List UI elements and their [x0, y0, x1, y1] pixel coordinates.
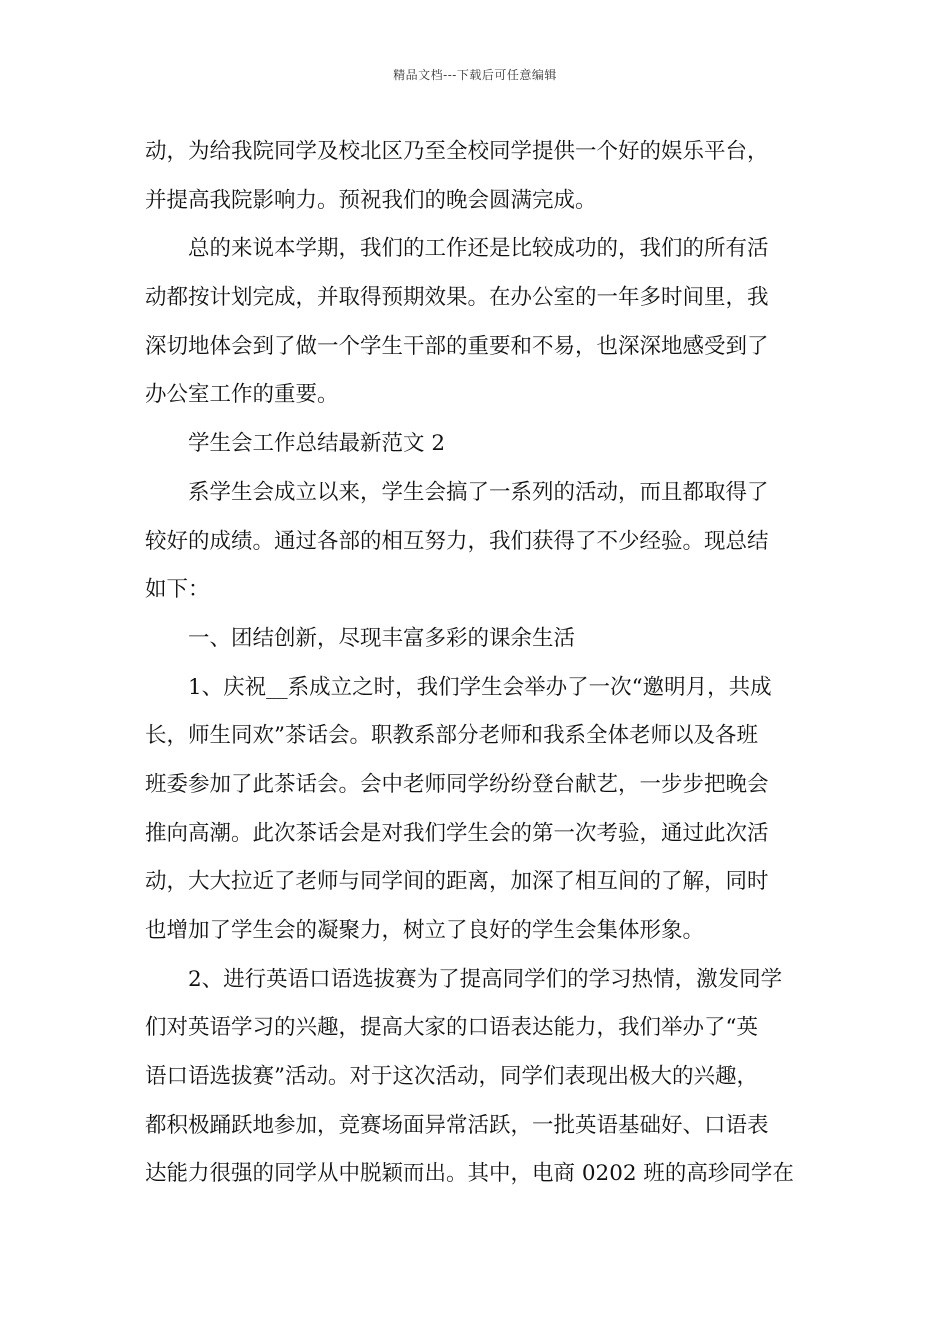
text-line: 们对英语学习的兴趣，提高大家的口语表达能力，我们举办了“英: [145, 1015, 758, 1041]
text-line: 系学生会成立以来，学生会搞了一系列的活动，而且都取得了: [188, 479, 769, 505]
text-line: 长，师生同欢”茶话会。职教系部分老师和我系全体老师以及各班: [145, 723, 758, 749]
document-body: [145, 128, 807, 1199]
text-line: 并提高我院影响力。预祝我们的晚会圆满完成。: [145, 187, 597, 213]
section-heading: 一、团结创新，尽现丰富多彩的课余生活: [188, 625, 576, 651]
text-line: 动，大大拉近了老师与同学间的距离，加深了相互间的了解，同时: [145, 869, 769, 895]
text-line: 都积极踊跃地参加，竞赛场面异常活跃，一批英语基础好、口语表: [145, 1112, 769, 1138]
text-line: 语口语选拔赛”活动。对于这次活动，同学们表现出极大的兴趣，: [145, 1064, 758, 1090]
page-header: 精品文档---下载后可任意编辑: [393, 68, 557, 82]
text-line: 1、庆祝__系成立之时，我们学生会举办了一次“邀明月，共成: [188, 674, 772, 700]
text-line: 动，为给我院同学及校北区乃至全校同学提供一个好的娱乐平台，: [145, 139, 769, 164]
text-line: 也增加了学生会的凝聚力，树立了良好的学生会集体形象。: [145, 918, 705, 943]
text-line: 2、进行英语口语选拔赛为了提高同学们的学习热情，激发同学: [188, 966, 783, 992]
text-line: 班委参加了此茶话会。会中老师同学纷纷登台献艺，一步步把晚会: [145, 771, 769, 797]
section-title: 学生会工作总结最新范文 2: [188, 431, 446, 457]
text-line: 总的来说本学期，我们的工作还是比较成功的，我们的所有活: [188, 236, 769, 262]
text-line: 达能力很强的同学从中脱颖而出。其中，电商 0202 班的高珍同学在: [145, 1161, 794, 1187]
text-line: 深切地体会到了做一个学生干部的重要和不易，也深深地感受到了: [145, 333, 769, 359]
text-line: 办公室工作的重要。: [145, 382, 339, 408]
text-line: 如下：: [145, 577, 210, 603]
text-line: 较好的成绩。通过各部的相互努力，我们获得了不少经验。现总结: [145, 528, 769, 554]
text-line: 推向高潮。此次茶话会是对我们学生会的第一次考验，通过此次活: [145, 820, 769, 846]
text-line: 动都按计划完成，并取得预期效果。在办公室的一年多时间里，我: [145, 285, 769, 311]
